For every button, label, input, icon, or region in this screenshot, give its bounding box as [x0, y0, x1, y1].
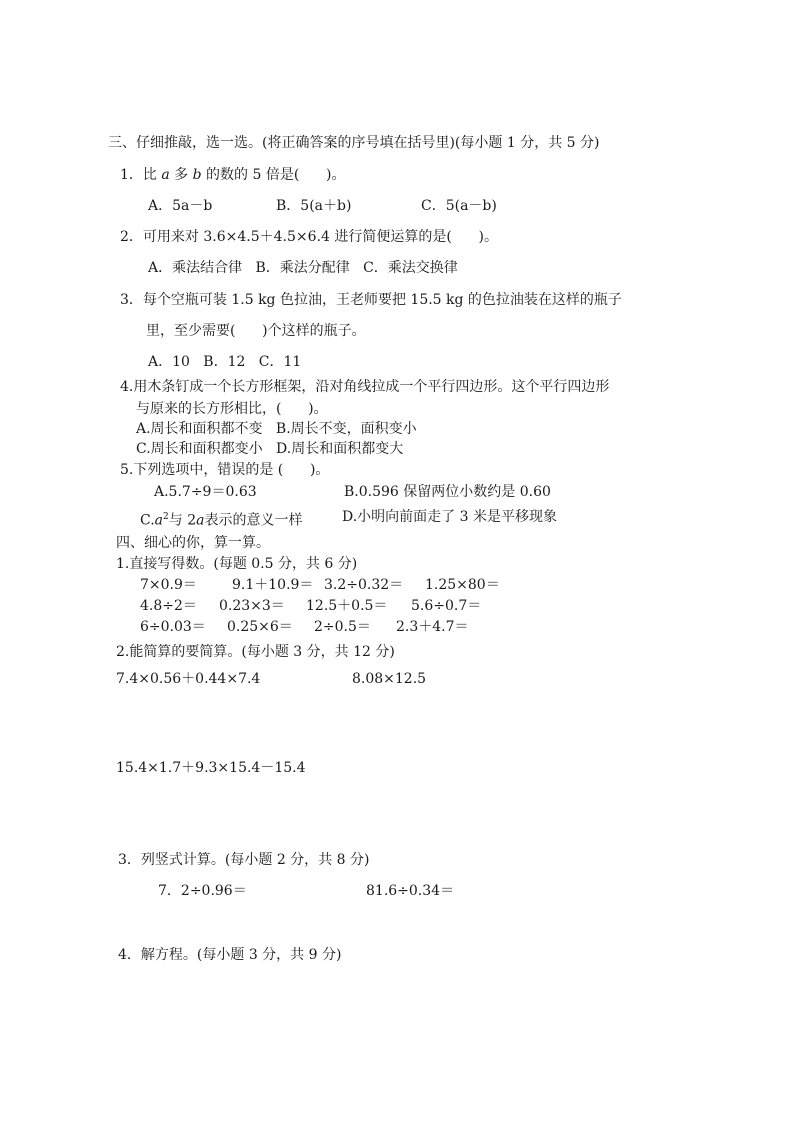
p1-row2-c3: 12.5＋0.5＝ [306, 598, 388, 614]
q1-var-b: b [192, 167, 202, 183]
q2-options: A．乘法结合律 B．乘法分配律 C．乘法交换律 [148, 260, 458, 276]
section4-heading: 四、细心的你，算一算。 [116, 535, 270, 551]
p1-row2-c1: 4.8÷2＝ [140, 598, 197, 614]
p3-title: 3．列竖式计算。(每小题 2 分，共 8 分) [118, 852, 370, 868]
q5-option-a: A.5.7÷9＝0.63 [154, 484, 257, 500]
q1-option-a: A．5a－b [148, 198, 213, 214]
p2-expr3: 15.4×1.7＋9.3×15.4－15.4 [116, 760, 306, 776]
q5-option-c-var2: a [196, 512, 205, 529]
q3-stem-line2: 里，至少需要( )个这样的瓶子。 [146, 323, 366, 339]
q4-options-row1: A.周长和面积都不变 B.周长不变，面积变小 [136, 421, 417, 437]
q5-option-c-var: a [154, 512, 164, 529]
p1-row2-c4: 5.6÷0.7＝ [411, 598, 482, 614]
q5-stem: 5.下列选项中，错误的是 ( )。 [120, 462, 330, 478]
q4-stem-line2: 与原来的长方形相比，( )。 [136, 401, 328, 417]
p1-row3-c2: 0.25×6＝ [227, 619, 293, 635]
p1-row2-c2: 0.23×3＝ [219, 598, 285, 614]
q3-stem-line1: 3．每个空瓶可装 1.5 kg 色拉油，王老师要把 15.5 kg 的色拉油装在这样的瓶子 [120, 292, 622, 308]
q5-option-c-label: C. [140, 512, 155, 529]
q1-prefix: 1．比 [120, 167, 162, 183]
q1-option-b: B．5(a＋b) [276, 198, 352, 214]
section3-heading: 三、仔细推敲，选一选。(将正确答案的序号填在括号里)(每小题 1 分，共 5 分) [108, 135, 600, 151]
q3-options: A．10 B．12 C．11 [148, 354, 302, 370]
p1-row3-c4: 2.3＋4.7＝ [396, 619, 469, 635]
p1-row1-c2: 9.1＋10.9＝ [232, 577, 314, 593]
q1-mid: 多 [169, 167, 193, 183]
q5-option-d: D.小明向前面走了 3 米是平移现象 [342, 509, 557, 525]
q5-option-b: B.0.596 保留两位小数约是 0.60 [344, 484, 551, 500]
p2-expr1: 7.4×0.56＋0.44×7.4 [116, 671, 261, 687]
q5-option-c-mid: 与 2 [168, 512, 197, 529]
q4-stem-line1: 4.用木条钉成一个长方形框架，沿对角线拉成一个平行四边形。这个平行四边形 [120, 379, 610, 395]
p3-expr1: 7．2÷0.96＝ [158, 883, 247, 899]
q1-suffix: 的数的 5 倍是( )。 [201, 167, 346, 183]
q1-var-a: a [161, 167, 170, 183]
p1-row3-c3: 2÷0.5＝ [314, 619, 371, 635]
p1-title: 1.直接写得数。(每题 0.5 分，共 6 分) [116, 556, 358, 572]
p3-expr2: 81.6÷0.34＝ [366, 883, 455, 899]
q5-option-c-post: 表示的意义一样 [204, 512, 303, 529]
p1-row1-c3: 3.2÷0.32＝ [324, 577, 404, 593]
p1-row3-c1: 6÷0.03＝ [140, 619, 206, 635]
q1-option-c: C．5(a－b) [421, 198, 497, 214]
q4-options-row2: C.周长和面积都变小 D.周长和面积都变大 [136, 441, 404, 457]
p2-title: 2.能简算的要简算。(每小题 3 分，共 12 分) [116, 644, 395, 660]
p1-row1-c1: 7×0.9＝ [140, 577, 197, 593]
p1-row1-c4: 1.25×80＝ [425, 577, 500, 593]
q2-stem: 2．可用来对 3.6×4.5＋4.5×6.4 进行简便运算的是( )。 [120, 229, 498, 245]
p4-title: 4．解方程。(每小题 3 分，共 9 分) [118, 947, 342, 963]
p2-expr2: 8.08×12.5 [352, 671, 427, 687]
q1-stem [120, 166, 345, 184]
q5-option-c-exp: 2 [163, 512, 169, 522]
q5-option-c [140, 508, 302, 530]
